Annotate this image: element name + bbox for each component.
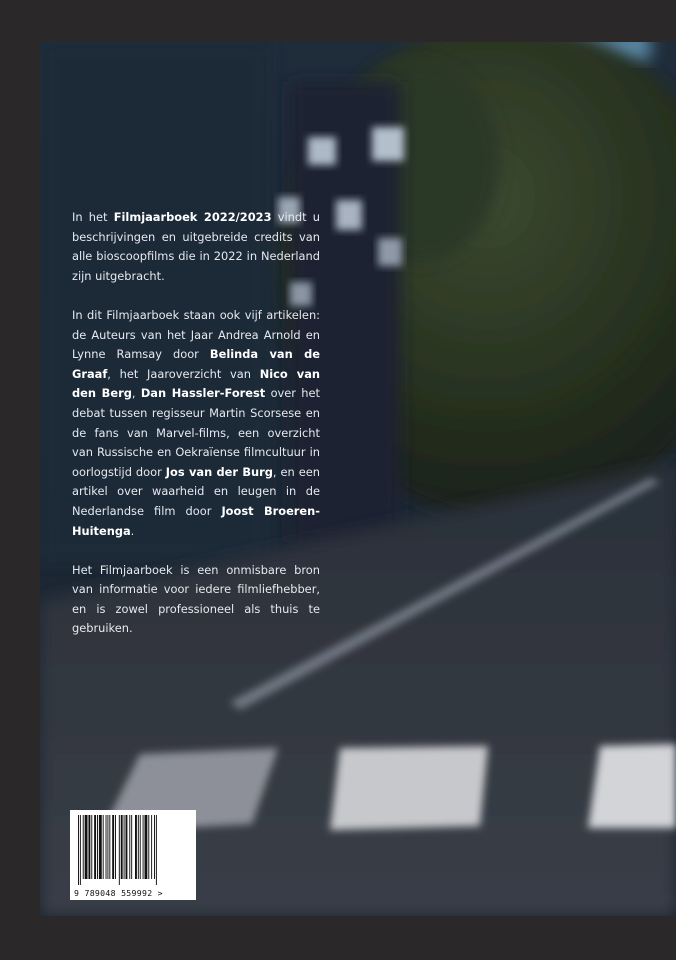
closing-paragraph: Het Filmjaarboek is een onmisbare bron van informatie voor iedere filmliefhebber, en is zowel professioneel als thuis te gebruiken.: [72, 562, 320, 636]
isbn-number: 9 789048 559992 >: [74, 888, 163, 898]
author-name: Belinda van de Graaf: [72, 347, 320, 381]
author-name: Jos van der Burg: [165, 464, 273, 479]
articles-paragraph: In dit Filmjaarboek staan ook vijf artikelen: de Auteurs van het Jaar Andrea Arnold en Lynne Ramsay door Belinda van de Graaf, het Jaaroverzicht van Nico van den Berg, Dan Hassler-Forest over het debat tussen regisseur Martin Scorsese en de fans van Marvel-films, een overzicht van Russische en Oekraïense filmcultuur in oorlogstijd door Jos van der Burg, en een artikel over waarheid en leugen in de Nederlandse film door Joost Broeren-Huitenga.: [72, 307, 321, 538]
book-title: Filmjaarboek 2022/2023: [113, 210, 272, 224]
isbn-barcode: [70, 810, 196, 900]
author-name: Dan Hassler-Forest: [140, 386, 266, 401]
intro-paragraph: In het Filmjaarboek 2022/2023 vindt u beschrijvingen en uitgebreide credits van alle bioscoopfilms die in 2022 in Nederland zijn uitgebracht.: [72, 210, 321, 283]
author-name: Joost Broeren-Huitenga: [72, 503, 320, 538]
cover-description: [72, 208, 320, 659]
back-cover: [40, 42, 676, 916]
barcode-bars: [76, 815, 190, 885]
author-name: Nico van den Berg: [72, 366, 321, 401]
